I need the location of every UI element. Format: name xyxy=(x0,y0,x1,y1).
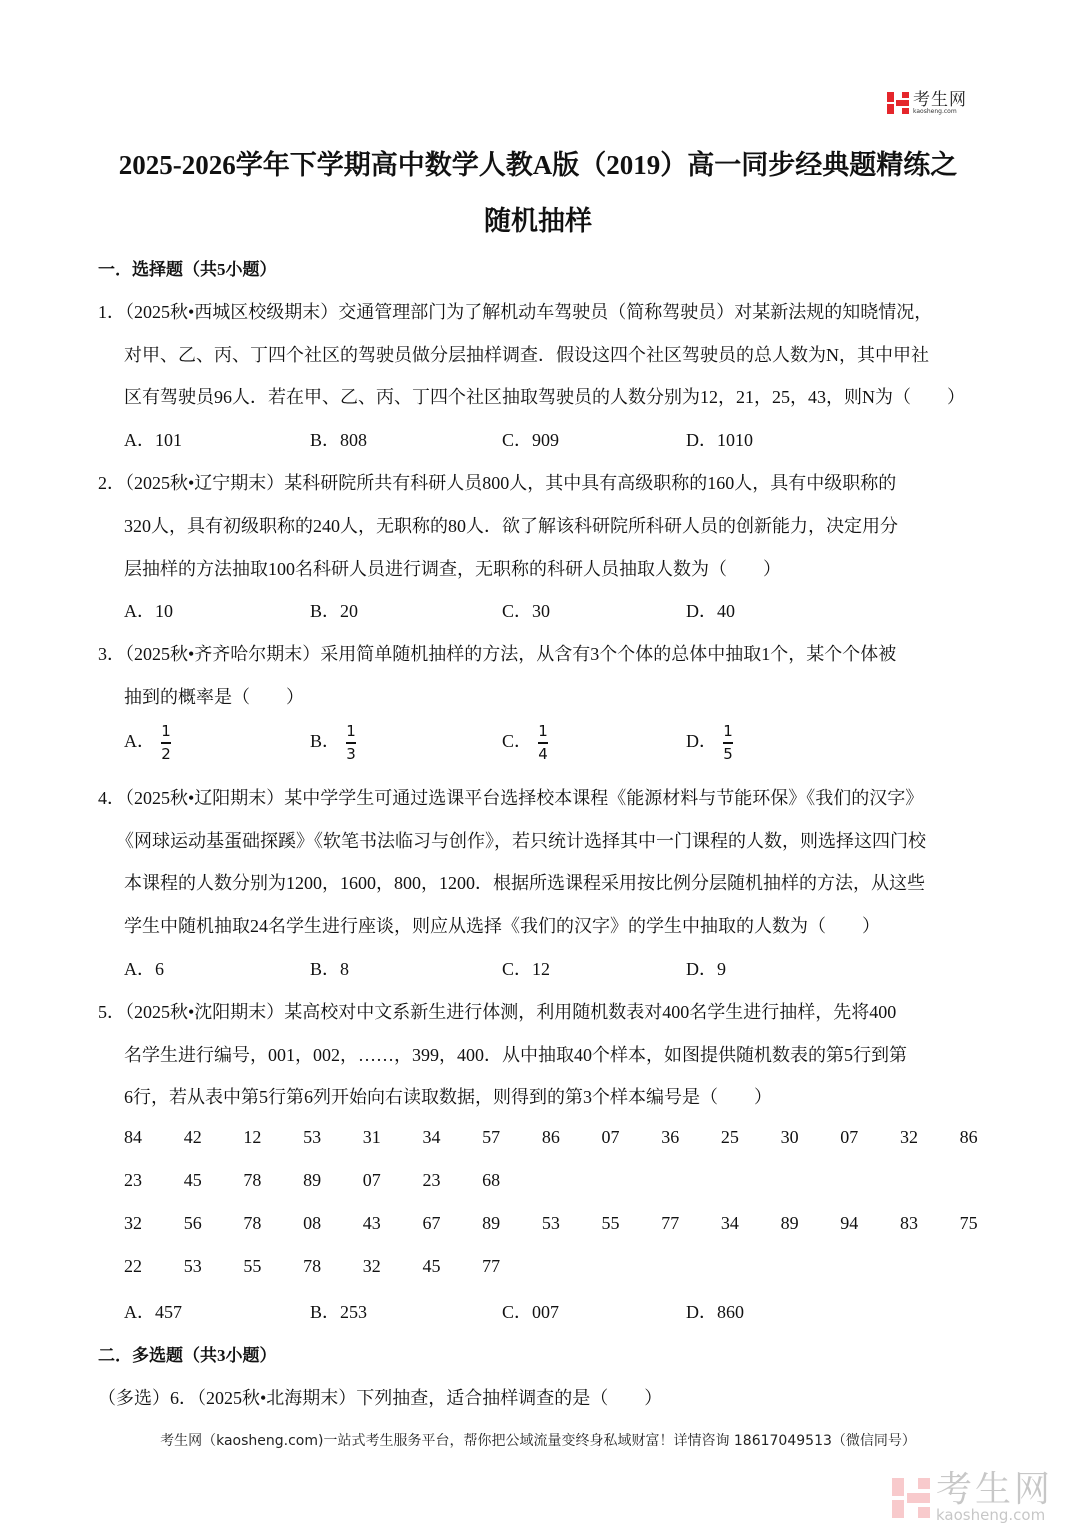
section-heading-multiple-choice: 二．多选题（共3小题） xyxy=(98,1346,277,1365)
random-table-cell: 34 xyxy=(422,1127,441,1147)
option-b[interactable]: B．253 xyxy=(310,1302,368,1322)
fraction xyxy=(538,724,548,762)
random-table-cell: 55 xyxy=(243,1256,262,1276)
option-b[interactable] xyxy=(310,724,502,762)
random-table-cell: 89 xyxy=(780,1213,799,1233)
random-table-row xyxy=(124,1127,1019,1148)
numerator: 1 xyxy=(161,722,171,740)
random-table-row xyxy=(124,1256,542,1277)
question-4-line-4: 学生中随机抽取24名学生进行座谈，则应从选择《我们的汉字》的学生中抽取的人数为（ ） xyxy=(124,916,880,936)
random-table-cell: 25 xyxy=(720,1127,739,1147)
option-d[interactable]: D．9 xyxy=(686,959,726,979)
option-c[interactable]: C．909 xyxy=(502,430,560,450)
fraction-bar xyxy=(161,742,171,744)
random-table-cell: 75 xyxy=(959,1213,978,1233)
question-3-line-2: 抽到的概率是（ ） xyxy=(124,687,304,707)
brand-logo-top xyxy=(887,88,977,118)
question-4-line-1: 4．（2025秋•辽阳期末）某中学学生可通过选课平台选择校本课程《能源材料与节能环保》《我们的汉字》 xyxy=(98,788,924,808)
random-table-cell: 77 xyxy=(482,1256,501,1276)
random-table-cell: 23 xyxy=(422,1170,441,1190)
question-5-line-1: 5．（2025秋•沈阳期末）某高校对中文系新生进行体测，利用随机数表对400名学生进行抽样，先将400 xyxy=(98,1002,897,1022)
random-table-cell: 86 xyxy=(541,1127,560,1147)
question-4-line-2: 《网球运动基蛋础探蹊》《软笔书法临习与创作》，若只统计选择其中一门课程的人数，则选择这四门校 xyxy=(116,831,926,851)
random-table-cell: 31 xyxy=(362,1127,381,1147)
fraction xyxy=(161,724,171,762)
fraction-bar xyxy=(538,742,548,744)
numerator: 1 xyxy=(346,722,356,740)
question-5-line-2: 名学生进行编号，001，002，……，399，400．从中抽取40个样本，如图提供随机数表的第5行到第 xyxy=(124,1045,907,1065)
option-a[interactable]: A．101 xyxy=(124,430,182,450)
option-b[interactable]: B．808 xyxy=(310,430,368,450)
option-a[interactable]: A．6 xyxy=(124,959,164,979)
random-table-cell: 78 xyxy=(243,1170,262,1190)
random-table-cell: 78 xyxy=(243,1213,262,1233)
option-b[interactable]: B．20 xyxy=(310,601,359,621)
question-5-line-3: 6行，若从表中第5行第6列开始向右读取数据，则得到的第3个样本编号是（ ） xyxy=(124,1087,772,1107)
random-table-cell: 42 xyxy=(183,1127,202,1147)
brand-name-en: kaosheng.com xyxy=(936,1506,1046,1524)
option-label: B． xyxy=(310,731,341,752)
document-title: 2025-2026学年下学期高中数学人教A版（2019）高一同步经典题精练之 xyxy=(118,150,958,180)
random-table-cell: 07 xyxy=(362,1170,381,1190)
option-label: D． xyxy=(686,731,717,752)
random-table-cell: 30 xyxy=(780,1127,799,1147)
question-2-line-2: 320人，具有初级职称的240人，无职称的80人．欲了解该科研院所科研人员的创新能力，决定用分 xyxy=(124,516,898,536)
random-table-cell: 77 xyxy=(661,1213,680,1233)
question-1-options xyxy=(124,426,872,452)
question-4-line-3: 本课程的人数分别为1200，1600，800，1200．根据所选课程采用按比例分层随机抽样的方法，从这些 xyxy=(124,873,925,893)
random-table-cell: 36 xyxy=(661,1127,680,1147)
denominator: 3 xyxy=(346,745,356,763)
question-3-line-1: 3．（2025秋•齐齐哈尔期末）采用简单随机抽样的方法，从含有3个个体的总体中抽取1个，某个个体被 xyxy=(98,644,897,664)
question-2-line-1: 2．（2025秋•辽宁期末）某科研院所共有科研人员800人，其中具有高级职称的160人，具有中级职称的 xyxy=(98,473,897,493)
random-table-cell: 07 xyxy=(601,1127,620,1147)
random-table-cell: 84 xyxy=(124,1127,142,1147)
random-table-cell: 34 xyxy=(720,1213,739,1233)
random-table-cell: 53 xyxy=(541,1213,560,1233)
denominator: 2 xyxy=(161,745,171,763)
option-label: C． xyxy=(502,731,533,752)
random-table-cell: 55 xyxy=(601,1213,620,1233)
random-table-cell: 94 xyxy=(840,1213,859,1233)
question-1-line-1: 1．（2025秋•西城区校级期末）交通管理部门为了解机动车驾驶员（简称驾驶员）对某新法规的知晓情况， xyxy=(98,302,933,322)
question-1-line-3: 区有驾驶员96人．若在甲、乙、丙、丁四个社区抽取驾驶员的人数分别为12，21，25，43，则N为（ ） xyxy=(124,387,965,407)
question-1-line-2: 对甲、乙、丙、丁四个社区的驾驶员做分层抽样调查．假设这四个社区驾驶员的总人数为N，其中甲社 xyxy=(124,345,929,365)
brand-name-cn: 考生网 xyxy=(936,1469,1054,1510)
random-table-cell: 53 xyxy=(303,1127,322,1147)
random-table-cell: 78 xyxy=(303,1256,322,1276)
random-table-row xyxy=(124,1170,542,1191)
random-table-cell: 89 xyxy=(303,1170,322,1190)
option-a[interactable] xyxy=(124,724,310,762)
denominator: 4 xyxy=(538,745,548,763)
question-3-options xyxy=(124,724,872,762)
brand-logo-watermark xyxy=(892,1469,1054,1524)
option-c[interactable]: C．12 xyxy=(502,959,551,979)
random-table-cell: 57 xyxy=(482,1127,501,1147)
option-c[interactable] xyxy=(502,724,686,762)
random-table-cell: 67 xyxy=(422,1213,441,1233)
option-d[interactable]: D．860 xyxy=(686,1302,744,1322)
random-table-cell: 32 xyxy=(362,1256,381,1276)
footer-advert: 考生网（kaosheng.com)一站式考生服务平台，帮你把公域流量变终身私域财富！详情咨询 18617049513（微信同号） xyxy=(160,1433,916,1449)
brand-name-en: kaosheng.com xyxy=(913,107,957,115)
random-table-cell: 53 xyxy=(183,1256,202,1276)
option-d[interactable]: D．40 xyxy=(686,601,735,621)
option-d[interactable] xyxy=(686,724,872,762)
random-table-cell: 08 xyxy=(303,1213,322,1233)
random-table-cell: 12 xyxy=(243,1127,262,1147)
random-table-cell: 43 xyxy=(362,1213,381,1233)
fraction-bar xyxy=(723,742,733,744)
section-heading-single-choice: 一．选择题（共5小题） xyxy=(98,260,277,279)
option-label: A． xyxy=(124,731,155,752)
option-c[interactable]: C．007 xyxy=(502,1302,560,1322)
random-table-row xyxy=(124,1213,1019,1234)
brand-mark-icon xyxy=(887,92,909,114)
random-table-cell: 23 xyxy=(124,1170,142,1190)
random-table-cell: 32 xyxy=(899,1127,918,1147)
random-table-cell: 89 xyxy=(482,1213,501,1233)
fraction-bar xyxy=(346,742,356,744)
random-table-cell: 86 xyxy=(959,1127,978,1147)
brand-name-cn: 考生网 xyxy=(913,89,967,110)
numerator: 1 xyxy=(723,722,733,740)
option-d[interactable]: D．1010 xyxy=(686,430,753,450)
question-5-options xyxy=(124,1298,872,1324)
random-table-cell: 45 xyxy=(422,1256,441,1276)
question-2-line-3: 层抽样的方法抽取100名科研人员进行调查，无职称的科研人员抽取人数为（ ） xyxy=(124,559,781,579)
option-a[interactable]: A．457 xyxy=(124,1302,182,1322)
random-table-cell: 22 xyxy=(124,1256,142,1276)
random-table-cell: 07 xyxy=(840,1127,859,1147)
option-c[interactable]: C．30 xyxy=(502,601,551,621)
option-b[interactable]: B．8 xyxy=(310,959,350,979)
random-table-cell: 83 xyxy=(899,1213,918,1233)
question-4-options xyxy=(124,955,872,981)
question-2-options xyxy=(124,597,872,623)
brand-mark-icon xyxy=(892,1478,930,1518)
question-6-line-1: （多选）6．（2025秋•北海期末）下列抽查，适合抽样调查的是（ ） xyxy=(98,1388,663,1408)
denominator: 5 xyxy=(723,745,733,763)
numerator: 1 xyxy=(538,722,548,740)
random-table-cell: 68 xyxy=(482,1170,501,1190)
random-table-cell: 32 xyxy=(124,1213,142,1233)
option-a[interactable]: A．10 xyxy=(124,601,173,621)
document-subtitle: 随机抽样 xyxy=(484,206,592,236)
fraction xyxy=(723,724,733,762)
random-table-cell: 45 xyxy=(183,1170,202,1190)
fraction xyxy=(346,724,356,762)
random-table-cell: 56 xyxy=(183,1213,202,1233)
